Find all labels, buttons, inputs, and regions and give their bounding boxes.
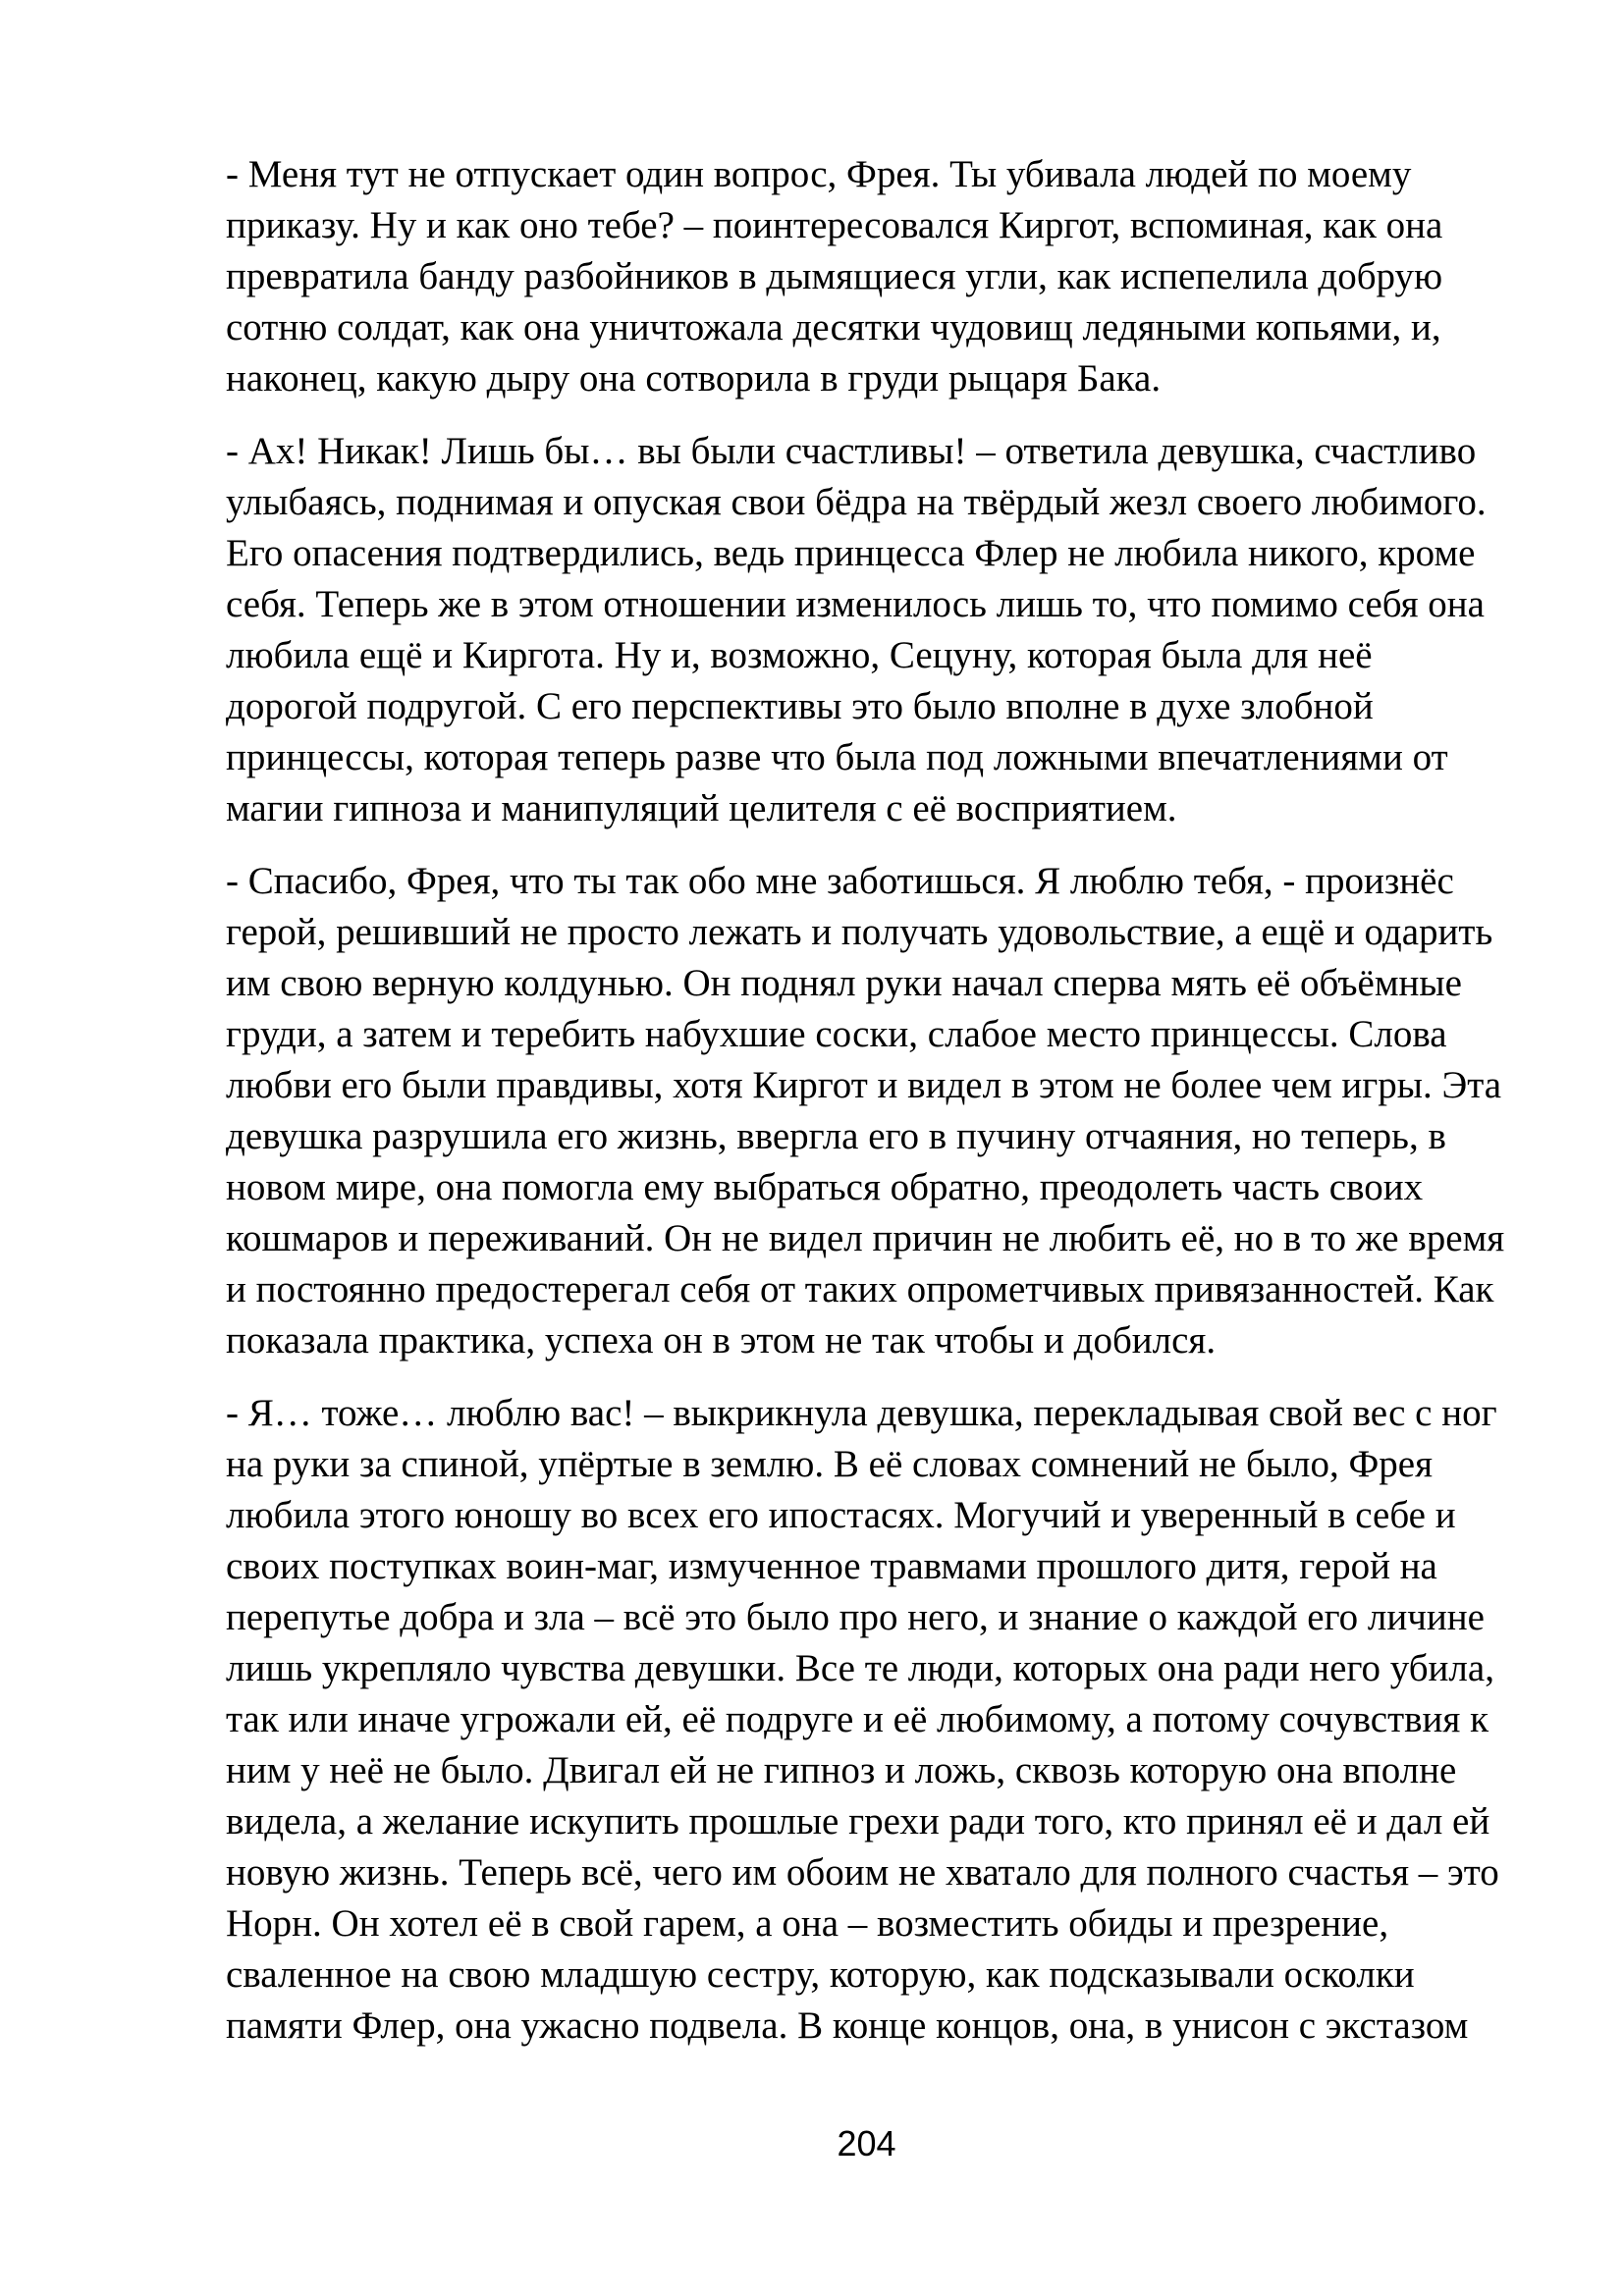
page-number: 204 — [837, 2123, 896, 2163]
paragraph-1: - Меня тут не отпускает один вопрос, Фрея. Ты убивала людей по моему приказу. Ну и как оно тебе? – поинтересовался Киргот, вспоминая, как она превратила банду разбойников в дымящиеся угли, как испепелила добрую сотню солдат, как она уничтожала десятки чудовищ ледяными копьями, и, наконец, какую дыру она сотворила в груди рыцаря Бака. — [226, 153, 1443, 400]
paragraph-2: - Ах! Никак! Лишь бы… вы были счастливы! – ответила девушка, счастливо улыбаясь, поднимая и опуская свои бёдра на твёрдый жезл своего любимого. Его опасения подтвердились, ведь принцесса Флер не любила никого, кроме себя. Теперь же в этом отношении изменилось лишь то, что помимо себя она любила ещё и Киргота. Ну и, возможно, Сецуну, которая была для неё дорогой подругой. С его перспективы это было вполне в духе злобной принцессы, которая теперь разве что была под ложными впечатлениями от магии гипноза и манипуляций целителя с её восприятием. — [226, 430, 1487, 829]
page-text-block — [226, 149, 1507, 2073]
paragraph-4: - Я… тоже… люблю вас! – выкрикнула девушка, перекладывая свой вес с ног на руки за спиной, упёртые в землю. В её словах сомнений не было, Фрея любила этого юношу во всех его ипостасях. Могучий и уверенный в себе и своих поступках воин-маг, измученное травмами прошлого дитя, герой на перепутье добра и зла – всё это было про него, и знание о каждой его личине лишь укрепляло чувства девушки. Все те люди, которых она ради него убила, так или иначе угрожали ей, её подруге и её любимому, а потому сочувствия к ним у неё не было. Двигал ей не гипноз и ложь, сквозь которую она вполне видела, а желание искупить прошлые грехи ради того, кто принял её и дал ей новую жизнь. Теперь всё, чего им обоим не хватало для полного счастья – это Норн. Он хотел её в свой гарем, а она – возместить обиды и презрение, сваленное на свою младшую сестру, которую, как подсказывали осколки памяти Флер, она ужасно подвела. В конце концов, она, в унисон с экстазом — [226, 1392, 1499, 2047]
paragraph-3: - Спасибо, Фрея, что ты так обо мне заботишься. Я люблю тебя, - произнёс герой, решивший не просто лежать и получать удовольствие, а ещё и одарить им свою верную колдунью. Он поднял руки начал сперва мять её объёмные груди, а затем и теребить набухшие соски, слабое место принцессы. Слова любви его были правдивы, хотя Киргот и видел в этом не более чем игры. Эта девушка разрушила его жизнь, ввергла его в пучину отчаяния, но теперь, в новом мире, она помогла ему выбраться обратно, преодолеть часть своих кошмаров и переживаний. Он не видел причин не любить её, но в то же время и постоянно предостерегал себя от таких опрометчивых привязанностей. Как показала практика, успеха он в этом не так чтобы и добился. — [226, 860, 1505, 1362]
